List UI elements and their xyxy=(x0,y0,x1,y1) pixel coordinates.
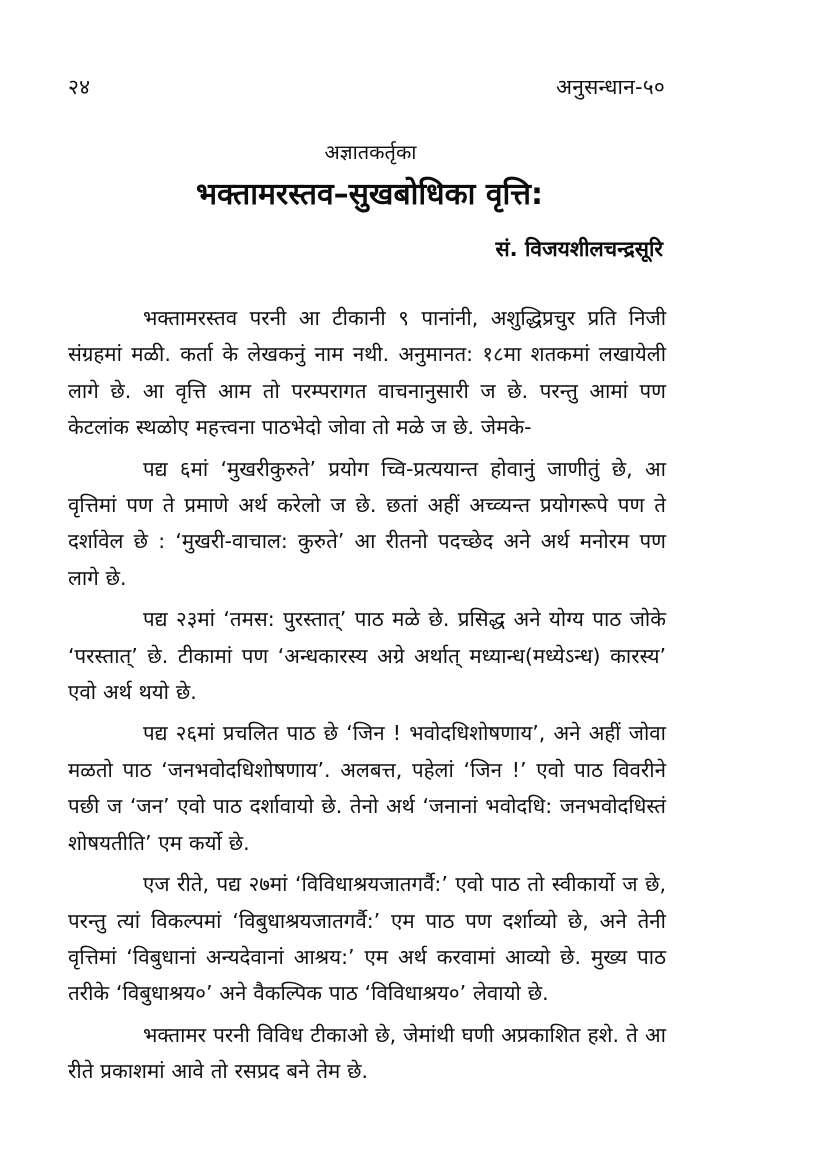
editor-byline: सं. विजयशीलचन्द्रसूरि xyxy=(495,237,663,261)
body-paragraph: पद्य ६मां ‘मुखरीकुरुते’ प्रयोग च्वि-प्रत्ययान्त होवानुं जाणीतुं छे, आ वृत्तिमां पण ते प्रमाणे अर्थ करेलो ज छे. छतां अहीं अच्व्यन्त प्रयोगरूपे पण ते दर्शावेल छे : ‘मुखरी-वाचाल: कुरुते’ आ रीतनो पदच्छेद अने अर्थ मनोरम पण लागे छे. xyxy=(68,456,666,590)
body-paragraph: पद्य २६मां प्रचलित पाठ छे ‘जिन ! भवोदधिशोषणाय’, अने अहीं जोवा मळतो पाठ ‘जनभवोदधिशोषणाय’. अलबत्त, पहेलां ‘जिन !’ एवो पाठ विवरीने पछी ज ‘जन’ एवो पाठ दर्शावायो छे. तेनो अर्थ ‘जनानां भवोदधि: जनभवोदधिस्तं शोषयतीति’ एम कर्यो छे. xyxy=(68,721,666,855)
title-block xyxy=(68,137,665,265)
page-number: २४ xyxy=(68,75,91,99)
body-paragraph: पद्य २३मां ‘तमस: पुरस्तात्’ पाठ मळे छे. प्रसिद्ध अने योग्य पाठ जोके ‘परस्तात्’ छे. टीकामां पण ‘अन्धकारस्य अग्रे अर्थात् मध्यान्ध(मध्येऽन्ध) कारस्य’ एवो अर्थ थयो छे. xyxy=(68,607,666,705)
body-copy xyxy=(68,300,666,1090)
author-attribution: अज्ञातकर्तृका xyxy=(324,140,417,164)
body-paragraph: एज रीते, पद्य २७मां ‘विविधाश्रयजातगर्वै:’ एवो पाठ तो स्वीकार्यो ज छे, परन्तु त्यां विकल्पमां ‘विबुधाश्रयजातगर्वै:’ एम पाठ पण दर्शाव्यो छे, अने तेनी वृत्तिमां ‘विबुधानां अन्यदेवानां आश्रय:’ एम अर्थ करवामां आव्यो छे. मुख्य पाठ तरीके ‘विबुधाश्रय०’ अने वैकल्पिक पाठ ‘विविधाश्रय०’ लेवायो छे. xyxy=(68,872,666,1006)
running-head xyxy=(68,72,665,106)
body-paragraph: भक्तामरस्तव परनी आ टीकानी ९ पानांनी, अशुद्धिप्रचुर प्रति निजी संग्रहमां मळी. कर्ता के लेखकनुं नाम नथी. अनुमानत: १८मा शतकमां लखायेली लागे छे. आ वृत्ति आम तो परम्परागत वाचनानुसारी ज छे. परन्तु आमां पण केटलांक स्थळोए महत्त्वना पाठभेदो जोवा तो मळे ज छे. जेमके- xyxy=(68,306,666,440)
body-paragraph: भक्तामर परनी विविध टीकाओ छे, जेमांथी घणी अप्रकाशित हशे. ते आ रीते प्रकाशमां आवे तो रसप्रद बने तेम छे. xyxy=(68,1022,666,1084)
journal-title: अनुसन्धान-५० xyxy=(556,75,665,99)
page-title: भक्तामरस्तव–सुखबोधिका वृत्ति: xyxy=(195,177,544,212)
